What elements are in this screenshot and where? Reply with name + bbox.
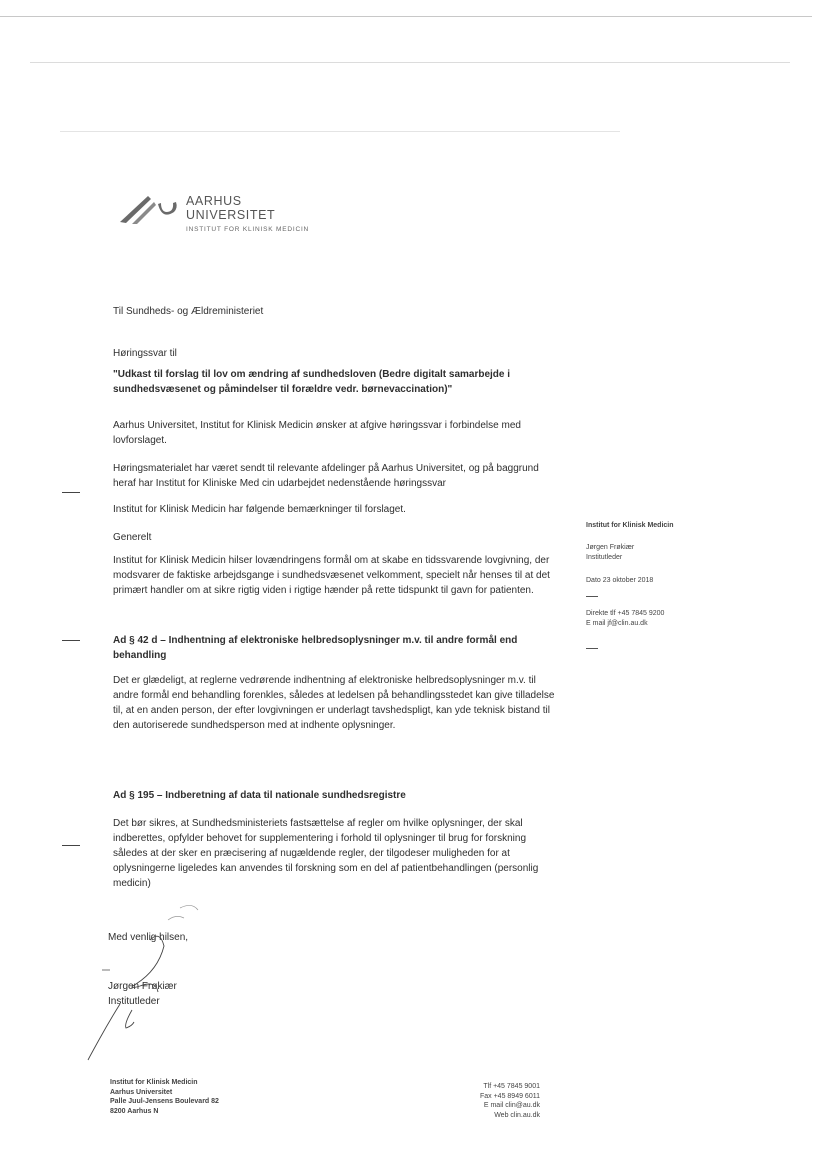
margin-mark-1 [62,492,80,493]
footer-phone: Tlf +45 7845 9001 [483,1083,540,1090]
heading-s42: Ad § 42 d – Indhentning af elektroniske helbredsoplysninger m.v. til andre formål end behandling [113,635,518,661]
sidebar-separator-1 [586,596,598,597]
footer-address-line1: Institut for Klinisk Medicin [110,1079,198,1086]
paragraph-hearing [113,461,563,491]
subject-block [113,346,563,397]
footer-contact [440,1082,540,1120]
scan-artifact-third [60,131,620,132]
paragraph-remarks [113,502,563,517]
footer-address-line3: Palle Juul-Jensens Boulevard 82 [110,1098,219,1105]
sidebar-direct-phone: Direkte tlf +45 7845 9200 [586,610,665,617]
signer-title: Institutleder [108,996,160,1007]
sidebar-role: Institutleder [586,553,623,561]
university-name-line2: UNIVERSITET [186,208,276,222]
closing-greeting: Med venlig hilsen, [108,932,189,943]
scan-artifact-second [30,62,790,63]
heading-s195: Ad § 195 – Indberetning af data til nationale sundhedsregistre [113,790,406,801]
recipient [113,304,563,319]
scan-artifact-top [0,16,812,17]
footer-address-line4: 8200 Aarhus N [110,1107,159,1115]
signer-name: Jørgen Frøkiær [108,981,177,992]
heading-general: Generelt [113,532,152,543]
sidebar-separator-2 [586,648,598,649]
sidebar-email: E mail jf@clin.au.dk [586,619,648,627]
margin-mark-2 [62,640,80,641]
aarhus-university-seal-icon [118,190,180,226]
handwritten-signature [80,900,230,1070]
university-logo [118,190,348,240]
sidebar-name: Jørgen Frøkiær [586,544,635,551]
recipient-text: Til Sundheds- og Ældreministeriet [113,306,264,317]
paragraph-1: Aarhus Universitet, Institut for Klinisk Medicin ønsker at afgive høringssvar i forbindelse med lovforslaget. [113,420,521,446]
sidebar-contact-person [586,543,634,562]
margin-mark-3 [62,845,80,846]
sidebar-institute: Institut for Klinisk Medicin [586,522,674,529]
sidebar-date: Dato 23 oktober 2018 [586,577,654,584]
footer-address-line2: Aarhus Universitet [110,1088,173,1096]
footer-email: E mail clin@au.dk [483,1102,540,1109]
paragraph-2: Høringsmaterialet har været sendt til relevante afdelinger på Aarhus Universitet, og på baggrund heraf har Institut for Kliniske Med cin udarbejdet nedenstående høringssvar [113,463,539,489]
footer-fax: Fax +45 8949 6011 [479,1092,540,1100]
sidebar-institute-block [586,521,674,531]
institute-name: INSTITUT FOR KLINISK MEDICIN [186,226,310,233]
paragraph-3: Institut for Klinisk Medicin har følgende bemærkninger til forslaget. [113,504,406,515]
section-general [113,530,563,598]
footer-web: Web clin.au.dk [494,1111,540,1119]
section-s195 [113,788,563,891]
paragraph-4: Institut for Klinisk Medicin hilser lovændringens formål om at skabe en tidssvarende lovgivning, der modsvarer de faktiske arbejdsgange i sundhedsvæsenet velkomment, specielt når henses til at det primært handler om at sikre rigtig viden i rigtige hænder på rette tidspunkt til gavn for patienten. [113,555,550,596]
footer-address [110,1078,219,1116]
paragraph-6: Det bør sikres, at Sundhedsministeriets fastsættelse af regler om hvilke oplysninger, der skal indberettes, opfylder behovet for supplementering i forhold til oplysninger til brug for forskning således at der sker en præcisering af nugældende regler, der tilgodeser muligheden for at oplysningerne ligeledes kan anvendes til forskning som en del af patientbehandlingen (personlig medicin) [113,818,539,889]
section-s42 [113,633,563,733]
university-name [186,194,275,222]
sidebar-direct-contact [586,609,664,628]
subject-intro: Høringssvar til [113,348,177,359]
paragraph-intro [113,418,563,448]
paragraph-5: Det er glædeligt, at reglerne vedrørende indhentning af elektroniske helbredsoplysninger m.v. til andre formål end behandling forenkles, således at ledelsen på behandlingsstedet kan give tilladelse til, at en anden person, der efter lovgivningen er underlagt tavshedspligt, kan yde teknisk bistand til den autoriserede sundhedsperson med at indhente oplysninger. [113,675,555,731]
university-name-line1: AARHUS [186,194,242,208]
subject-title: "Udkast til forslag til lov om ændring af sundhedsloven (Bedre digitalt samarbejde i sundhedsvæsenet og påmindelser til forældre vedr. børnevaccination)" [113,369,511,395]
